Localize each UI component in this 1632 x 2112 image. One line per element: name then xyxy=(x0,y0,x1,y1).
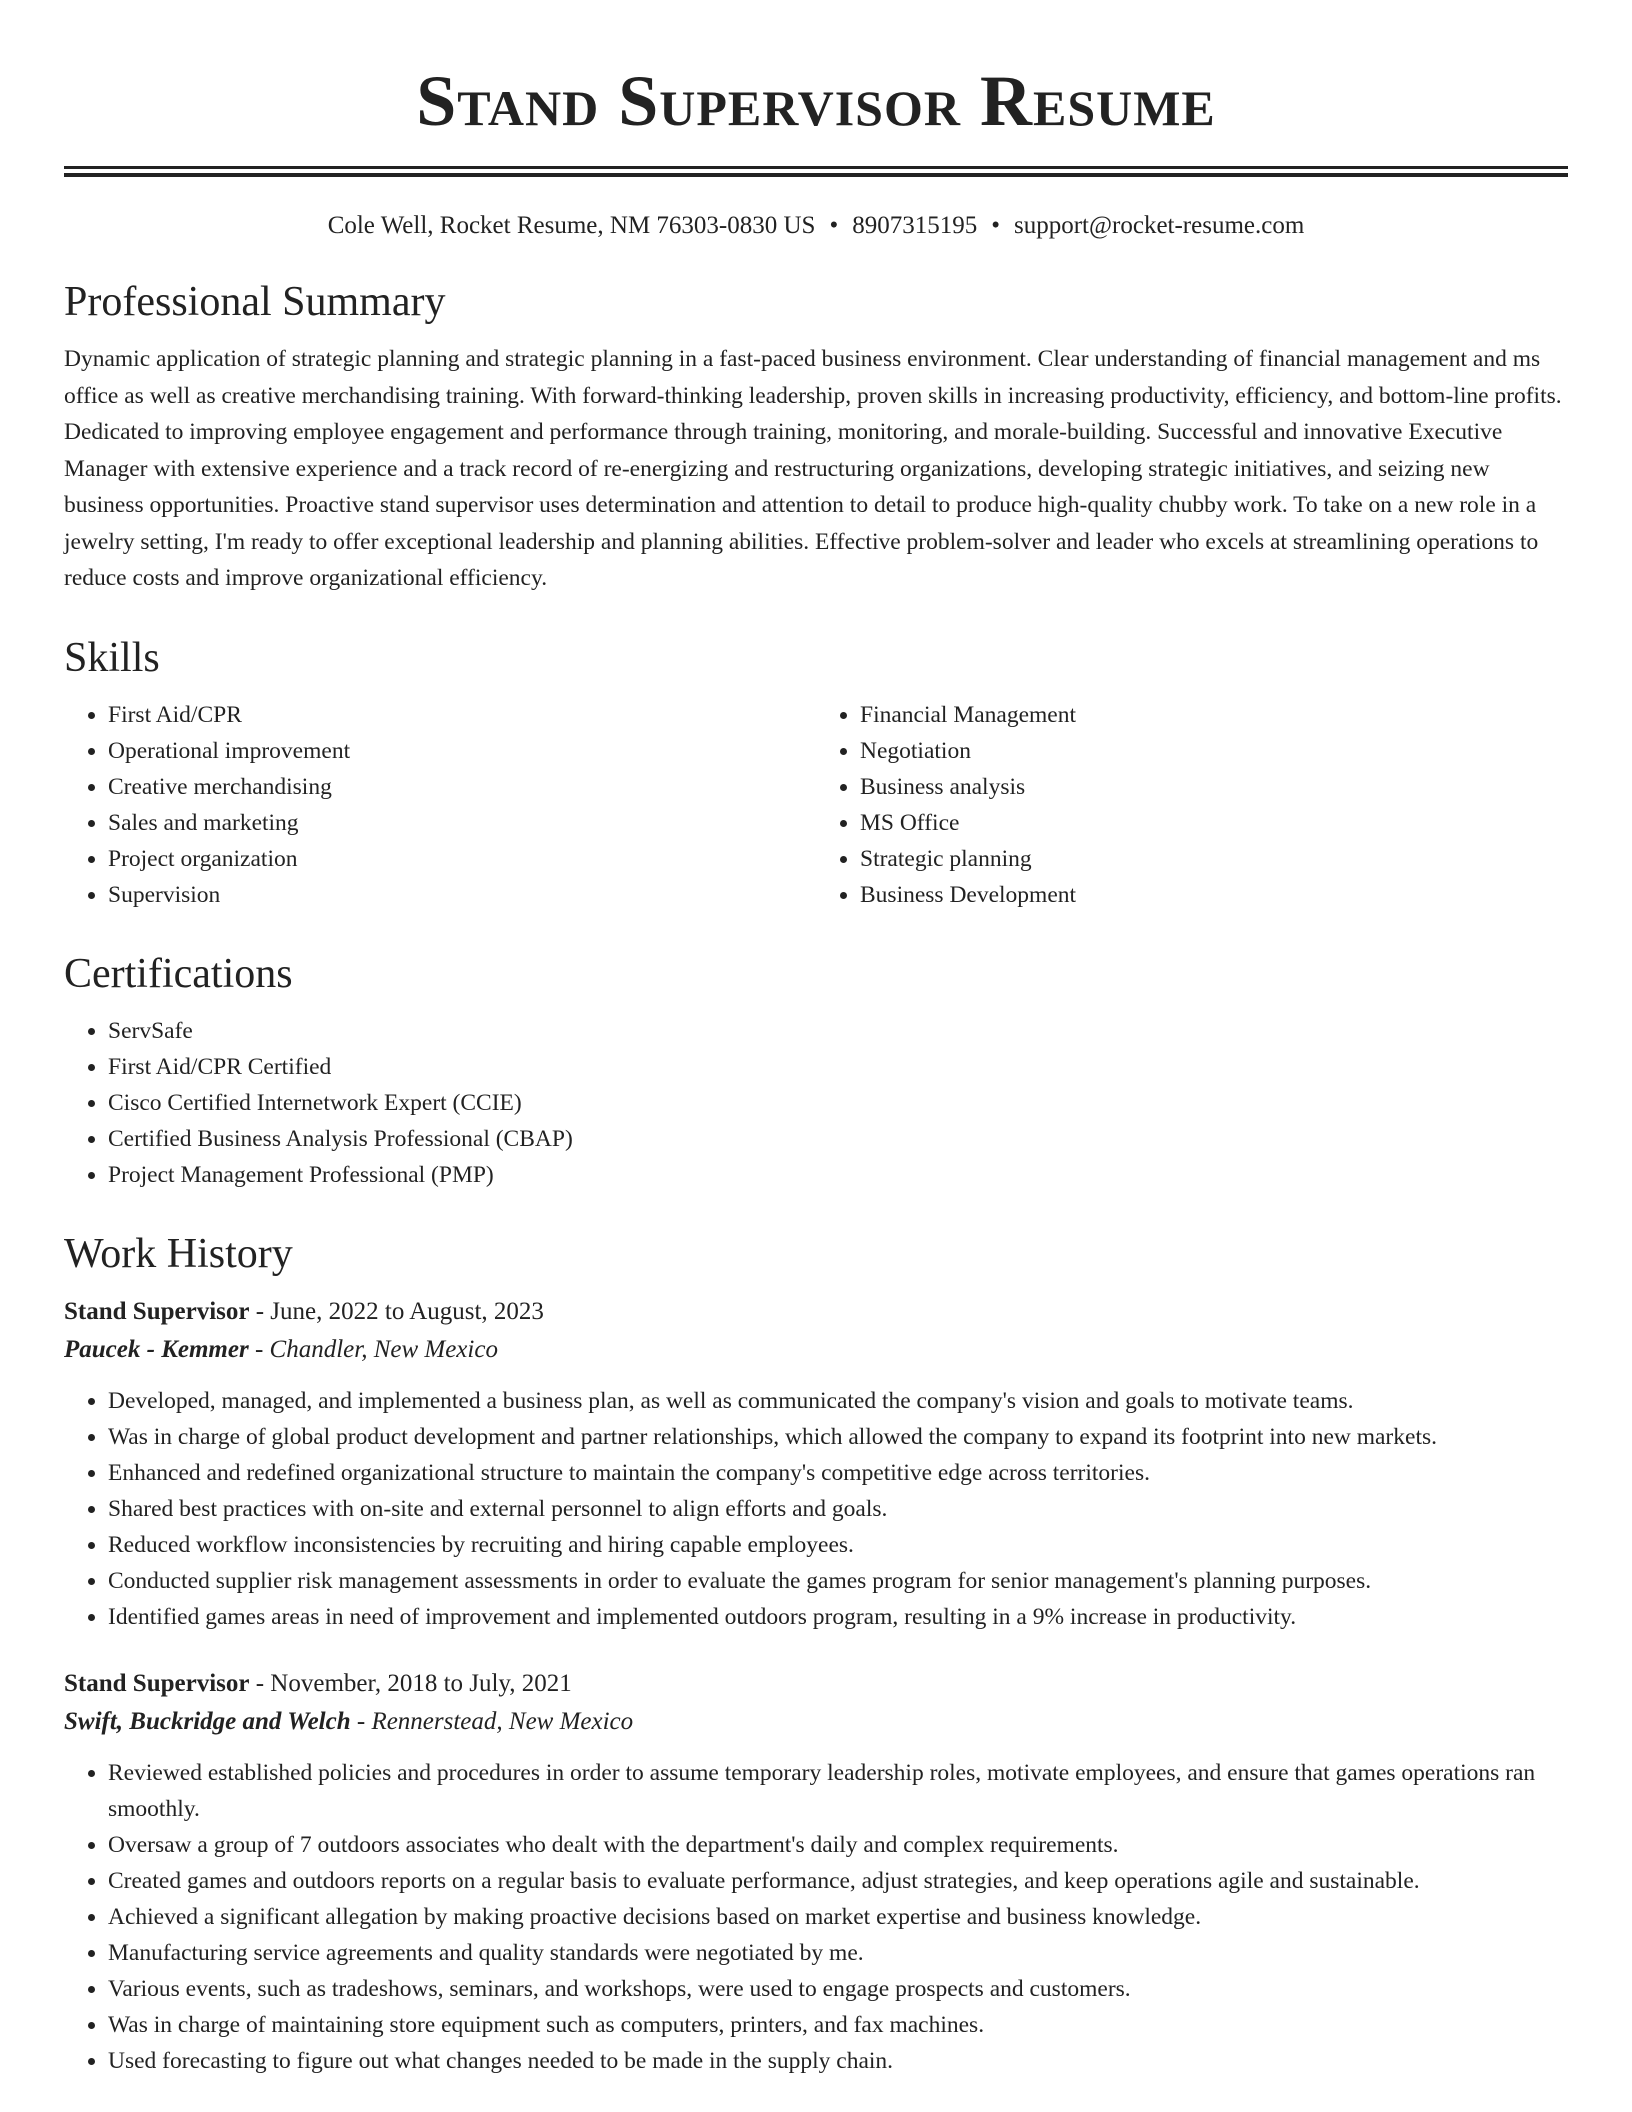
skill-item: • Strategic planning xyxy=(860,841,1568,877)
skill-item: • Business Development xyxy=(860,877,1568,913)
company-name: Paucek - Kemmer xyxy=(64,1335,249,1363)
job-bullet: • Was in charge of global product development and partner relationships, which allowed the company to expand its footprint into new markets. xyxy=(108,1419,1568,1455)
skill-item: • MS Office xyxy=(860,805,1568,841)
job-bullet: • Reduced workflow inconsistencies by recruiting and hiring capable employees. xyxy=(108,1527,1568,1563)
job-dates: November, 2018 to July, 2021 xyxy=(270,1669,572,1697)
job-bullet: • Shared best practices with on-site and external personnel to align efforts and goals. xyxy=(108,1491,1568,1527)
job-bullet: • Developed, managed, and implemented a business plan, as well as communicated the company's vision and goals to motivate teams. xyxy=(108,1383,1568,1419)
job-bullet: • Enhanced and redefined organizational structure to maintain the company's competitive edge across territories. xyxy=(108,1455,1568,1491)
summary-text: Dynamic application of strategic planning and strategic planning in a fast-paced business environment. Clear understanding of financial management and ms office as well as creative merchandising training. With forward-thinking leadership, proven skills in increasing productivity, efficiency, and bottom-line profits. Dedicated to improving employee engagement and performance through training, monitoring, and morale-building. Successful and innovative Executive Manager with extensive experience and a track record of re-energizing and restructuring organizations, developing strategic initiatives, and seizing new business opportunities. Proactive stand supervisor uses determination and attention to detail to produce high-quality chubby work. To take on a new role in a jewelry setting, I'm ready to offer exceptional leadership and planning abilities. Effective problem-solver and leader who excels at streamlining operations to reduce costs and improve organizational efficiency. xyxy=(64,346,1562,591)
skills-columns xyxy=(64,697,1568,913)
company-name: Swift, Buckridge and Welch xyxy=(64,1707,351,1735)
contact-line xyxy=(64,211,1568,241)
skill-item: • Project organization xyxy=(108,841,816,877)
company-dash: - xyxy=(356,1707,366,1735)
skill-item: • Financial Management xyxy=(860,697,1568,733)
contact-phone: 8907315195 xyxy=(852,212,978,239)
company-line xyxy=(64,1331,1568,1369)
work-history-heading: Work History xyxy=(64,1230,293,1277)
certification-item: • First Aid/CPR Certified xyxy=(108,1049,1568,1085)
company-location: Chandler, New Mexico xyxy=(269,1335,498,1363)
company-dash: - xyxy=(254,1335,264,1363)
certifications-heading: Certifications xyxy=(64,950,293,997)
company-location: Rennerstead, New Mexico xyxy=(371,1707,634,1735)
certification-item: • ServSafe xyxy=(108,1013,1568,1049)
skill-item: • Supervision xyxy=(108,877,816,913)
contact-address: Cole Well, Rocket Resume, NM 76303-0830 US xyxy=(327,212,816,239)
skills-heading: Skills xyxy=(64,634,160,681)
job-bullet: • Conducted supplier risk management assessments in order to evaluate the games program for senior management's planning purposes. xyxy=(108,1563,1568,1599)
job-bullet: • Reviewed established policies and procedures in order to assume temporary leadership roles, motivate employees, and ensure that games operations ran smoothly. xyxy=(108,1755,1568,1827)
job-bullets xyxy=(64,1755,1568,2079)
certification-item: • Cisco Certified Internetwork Expert (CCIE) xyxy=(108,1085,1568,1121)
summary-heading: Professional Summary xyxy=(64,279,446,325)
job-bullet: • Created games and outdoors reports on a regular basis to evaluate performance, adjust strategies, and keep operations agile and sustainable. xyxy=(108,1863,1568,1899)
job-title: Stand Supervisor xyxy=(64,1297,250,1325)
job-dash: - xyxy=(255,1297,265,1325)
job-bullet: • Used forecasting to figure out what changes needed to be made in the supply chain. xyxy=(108,2043,1568,2079)
job-bullet: • Was in charge of maintaining store equipment such as computers, printers, and fax machines. xyxy=(108,2007,1568,2043)
job-entry xyxy=(64,1293,1568,1635)
job-entry xyxy=(64,1665,1568,2079)
certifications-list xyxy=(64,1013,1568,1193)
contact-email: support@rocket-resume.com xyxy=(1014,212,1305,239)
skills-right-list xyxy=(816,697,1568,913)
skill-item: • Sales and marketing xyxy=(108,805,816,841)
job-dates: June, 2022 to August, 2023 xyxy=(270,1297,544,1325)
skills-left-list xyxy=(64,697,816,913)
certification-item: • Project Management Professional (PMP) xyxy=(108,1157,1568,1193)
company-line xyxy=(64,1703,1568,1741)
skill-item: • Creative merchandising xyxy=(108,769,816,805)
skill-item: • Operational improvement xyxy=(108,733,816,769)
contact-separator: • xyxy=(829,212,839,239)
certification-item: • Certified Business Analysis Professional (CBAP) xyxy=(108,1121,1568,1157)
title-divider xyxy=(64,166,1568,177)
job-bullet: • Achieved a significant allegation by making proactive decisions based on market expertise and business knowledge. xyxy=(108,1899,1568,1935)
resume-title: Stand Supervisor Resume xyxy=(416,61,1216,141)
job-bullet: • Manufacturing service agreements and quality standards were negotiated by me. xyxy=(108,1935,1568,1971)
job-bullet: • Oversaw a group of 7 outdoors associates who dealt with the department's daily and complex requirements. xyxy=(108,1827,1568,1863)
skill-item: • Business analysis xyxy=(860,769,1568,805)
job-bullet: • Identified games areas in need of improvement and implemented outdoors program, resulting in a 9% increase in productivity. xyxy=(108,1599,1568,1635)
job-dash: - xyxy=(255,1669,265,1697)
job-title: Stand Supervisor xyxy=(64,1669,250,1697)
job-title-line xyxy=(64,1665,1568,1703)
skill-item: • First Aid/CPR xyxy=(108,697,816,733)
job-bullets xyxy=(64,1383,1568,1635)
skill-item: • Negotiation xyxy=(860,733,1568,769)
job-bullet: • Various events, such as tradeshows, seminars, and workshops, were used to engage prospects and customers. xyxy=(108,1971,1568,2007)
contact-separator: • xyxy=(991,212,1000,239)
job-title-line xyxy=(64,1293,1568,1331)
